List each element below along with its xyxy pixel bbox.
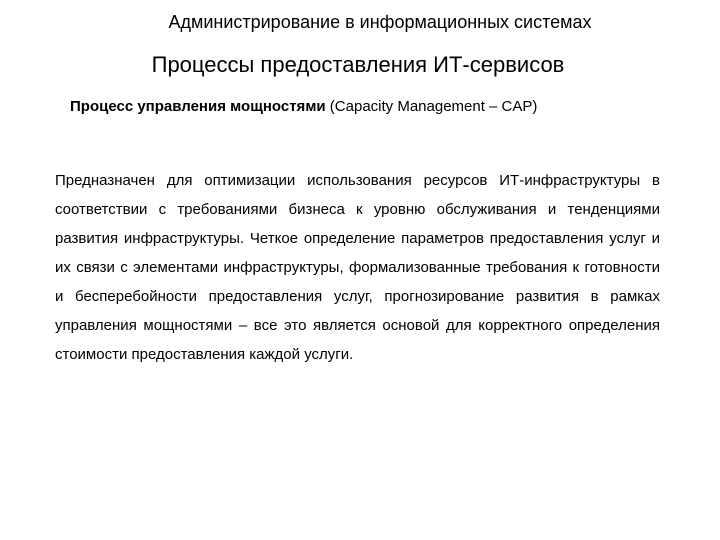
section-title: Процессы предоставления ИТ-сервисов bbox=[151, 52, 565, 77]
process-description: Предназначен для оптимизации использования ресурсов ИТ-инфраструктуры в соответствии с требованиями бизнеса к уровню обслуживания и тенденциями развития инфраструктуры. Четкое определение параметров предоставления услуг и их связи с элементами инфраструктуры, формализованные требования к готовности и бесперебойности предоставления услуг, прогнозирование развития в рамках управления мощностями – все это является основой для корректного определения стоимости предоставления каждой услуги. bbox=[55, 172, 660, 363]
course-title: Администрирование в информационных системах bbox=[168, 12, 592, 32]
process-heading bbox=[70, 98, 537, 115]
process-name: Процесс управления мощностями bbox=[70, 98, 326, 115]
process-name-english: (Capacity Management – CAP) bbox=[325, 98, 538, 115]
